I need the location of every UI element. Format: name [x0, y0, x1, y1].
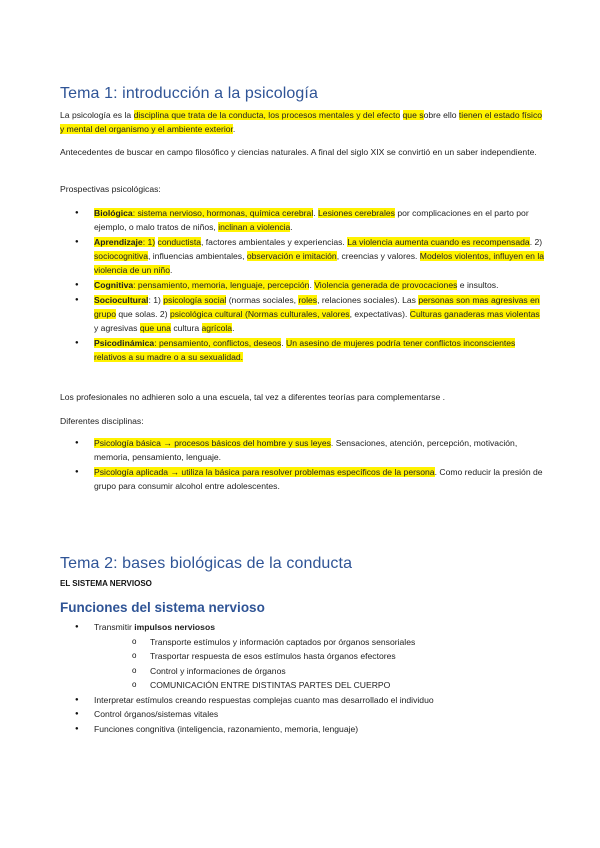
tema1-title: Tema 1: introducción a la psicología [60, 85, 318, 102]
text-run: . [290, 222, 293, 232]
text-run: Transmitir [94, 622, 135, 632]
sub-item: o Transporte estímulos y información captados por órganos sensoriales [94, 635, 546, 650]
sub-item: o Control y informaciones de órganos [94, 664, 546, 679]
text-run: por complicaciones en el parto por ejemplo, o malo tratos de niños, [94, 208, 529, 232]
highlight-run: sociocognitiva [94, 251, 148, 261]
text-run: y agresivas [94, 323, 140, 333]
term-label: Sociocultural [94, 295, 149, 305]
text-run: que solas. 2) [115, 309, 170, 319]
text-run: . [309, 280, 315, 290]
highlight-run: psicología social [163, 295, 227, 305]
highlight-run: inclinan a violencia [218, 222, 291, 232]
list-item-cognitiva [60, 278, 546, 292]
disciplinas-list [60, 436, 546, 494]
text-run: cultura [170, 323, 202, 333]
text-run: . [281, 338, 287, 348]
bold-run: impulsos nerviosos [134, 622, 215, 632]
highlight-run: psicológica cultural (Normas culturales, valores [169, 309, 350, 319]
text-run: . Sensaciones, atención, percepción, motivación, memoria, pensamiento, lenguaje. [94, 438, 518, 462]
list-item: ● Funciones congnitiva (inteligencia, razonamiento, memoria, lenguaje) [60, 722, 546, 737]
highlight-run: Violencia generada de provocaciones [314, 280, 458, 290]
sub-item: o COMUNICACIÓN ENTRE DISTINTAS PARTES DEL CUERPO [94, 678, 546, 693]
text-run: . [169, 265, 173, 275]
term-label: Aprendizaje [94, 237, 143, 247]
prospectivas-label: Prospectivas psicológicas: [60, 184, 161, 194]
list-item-biologica [60, 206, 546, 234]
text-run: La psicología es la [60, 110, 134, 120]
list-item-aprendizaje [60, 235, 546, 277]
text-run: . [313, 208, 319, 218]
highlight-run: tienen el estado físico y mental del organismo y el ambiente exterior [60, 110, 543, 134]
text-run: obre ello [423, 110, 459, 120]
list-item-sociocultural [60, 293, 546, 335]
text-run: , relaciones sociales). Las [317, 295, 419, 305]
prospectivas-list [60, 206, 546, 365]
highlight-run: Culturas ganaderas mas violentas [409, 309, 540, 319]
sub-item: o Trasportar respuesta de esos estímulos hasta órganos efectores [94, 649, 546, 664]
highlight-run: que una [139, 323, 171, 333]
text-run: . 2) [529, 237, 543, 247]
highlight-run: : pensamiento, memoria, lenguaje, percepción [133, 280, 310, 290]
text-run: : 1) [148, 295, 164, 305]
funciones-list [60, 620, 546, 736]
term-label: Psicodinámica [94, 338, 155, 348]
term-label: Cognitiva [94, 280, 134, 290]
profesionales-paragraph: Los profesionales no adhieren solo a una escuela, tal vez a diferentes teorías para complementarse . [60, 392, 446, 402]
transmitir-sublist [94, 635, 546, 693]
text-run: , expectativas). [349, 309, 410, 319]
tema2-title: Tema 2: bases biológicas de la conducta [60, 555, 353, 572]
highlight-run: disciplina que trata de la conducta, los procesos mentales y del efecto [133, 110, 401, 120]
list-item: ● Interpretar estímulos creando respuestas complejas cuanto mas desarrollado el individuo [60, 693, 546, 708]
text-run: . [232, 323, 235, 333]
intro-paragraph [60, 108, 546, 136]
text-run: , creencias y valores. [336, 251, 420, 261]
list-item-basica [60, 436, 546, 464]
text-run: (normas sociales, [226, 295, 299, 305]
highlight-run: roles [298, 295, 318, 305]
list-item: ● Control órganos/sistemas vitales [60, 707, 546, 722]
list-item-aplicada [60, 465, 546, 493]
highlight-run: Lesiones cerebrales [318, 208, 395, 218]
section-heading: Funciones del sistema nervioso [60, 600, 265, 615]
highlight-run: Psicología básica → procesos básicos del hombre y sus leyes [94, 438, 331, 448]
text-run: , factores ambientales y experiencias. [201, 237, 348, 247]
text-run: . Como reducir la presión de grupo para consumir alcohol entre adolescentes. [94, 467, 543, 491]
highlight-run: Modelos violentos, influyen en la violencia de un niño [94, 251, 545, 275]
text-run: , influencias ambientales, [147, 251, 247, 261]
antecedentes-paragraph: Antecedentes de buscar en campo filosófico y ciencias naturales. A final del siglo XIX se convirtió en un saber independiente. [60, 147, 537, 157]
highlight-run: que s [402, 110, 424, 120]
list-item-psicodinamica [60, 336, 546, 364]
highlight-run: : 1) [142, 237, 156, 247]
highlight-run: : sistema nervioso, hormonas, química cerebral [132, 208, 314, 218]
highlight-run: personas son mas agresivas en grupo [94, 295, 540, 319]
list-item-transmitir [60, 620, 546, 693]
highlight-run: Psicología aplicada → utiliza la básica para resolver problemas específicos de la persona [94, 467, 435, 477]
highlight-run: : pensamiento, conflictos, deseos [154, 338, 282, 348]
tema2-subtitle: EL SISTEMA NERVIOSO [60, 579, 152, 588]
highlight-run: Un asesino de mujeres podría tener conflictos inconscientes relativos a su madre o a su sexualidad. [94, 338, 516, 362]
highlight-run: conductista [157, 237, 202, 247]
highlight-run: La violencia aumenta cuando es recompensada [347, 237, 530, 247]
highlight-run: observación e imitación [246, 251, 337, 261]
highlight-run: agrícola [201, 323, 233, 333]
text-run: . [232, 124, 236, 134]
disciplinas-label: Diferentes disciplinas: [60, 416, 144, 426]
text-run: e insultos. [457, 280, 499, 290]
term-label: Biológica [94, 208, 133, 218]
